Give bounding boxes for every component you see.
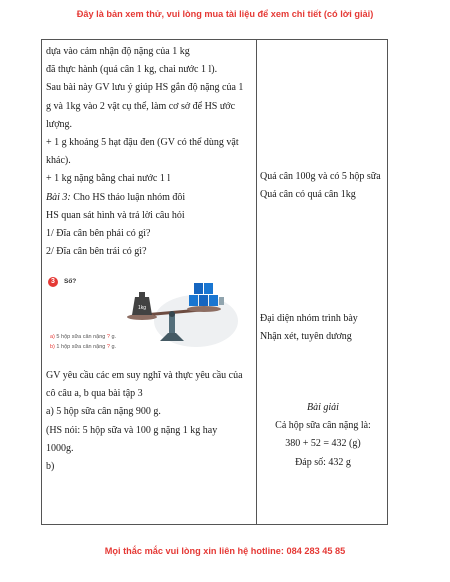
preview-notice-banner: Đây là bản xem thử, vui lòng mua tài liệu để xem chi tiết (có lời giải) bbox=[76, 9, 374, 19]
text-line: + 1 kg nặng bằng chai nước 1 l bbox=[46, 173, 171, 185]
solution-title: Bài giải bbox=[307, 402, 339, 413]
text-line: a) 5 hộp sữa cân nặng 900 g. bbox=[46, 406, 161, 418]
text-line: dựa vào cảm nhận độ nặng của 1 kg bbox=[46, 46, 190, 57]
left-column-bottom bbox=[46, 367, 252, 476]
text-line: Quả cân có quả cân 1kg bbox=[260, 189, 356, 201]
option-b-text: 1 hộp sữa cân nặng bbox=[56, 344, 106, 350]
text-line: HS quan sát hình và trả lời câu hỏi bbox=[46, 209, 185, 221]
text-line: Đại diện nhóm trình bày bbox=[260, 313, 358, 324]
exercise-question: Số? bbox=[64, 278, 77, 285]
text-line: Nhận xét, tuyên dương bbox=[260, 331, 352, 343]
text-line: + 1 g khoảng 5 hạt đậu đen (GV có thể dùng vật bbox=[46, 137, 239, 149]
text-line: 2/ Đĩa cân bên trái có gì? bbox=[46, 246, 147, 258]
left-column-top bbox=[46, 43, 252, 261]
text-line: khác). bbox=[46, 155, 71, 167]
bai3-heading-line bbox=[46, 189, 252, 207]
exercise-image bbox=[46, 273, 252, 355]
balance-scale-illustration bbox=[96, 275, 246, 347]
hotline-banner: Mọi thắc mắc vui lòng xin liên hệ hotline: 084 283 45 85 bbox=[104, 546, 346, 556]
option-b-unit: g. bbox=[111, 344, 117, 350]
text-line: lượng. bbox=[46, 118, 72, 130]
bai3-intro: Cho HS thảo luận nhóm đôi bbox=[73, 191, 186, 203]
option-a-unit: g. bbox=[111, 334, 117, 340]
exercise-option-b: b) 1 hộp sữa cân nặng ? g. bbox=[50, 344, 117, 350]
text-line: Sau bài này GV lưu ý giúp HS gắn độ nặng của 1 bbox=[46, 82, 244, 94]
option-a-prefix: a) bbox=[50, 334, 55, 340]
option-b-prefix: b) bbox=[50, 344, 55, 350]
right-column-answers bbox=[260, 168, 386, 204]
solution-line: Cả hộp sữa cân nặng là: bbox=[275, 420, 371, 432]
text-line: 1000g. bbox=[46, 442, 74, 454]
text-line: GV yêu cầu các em suy nghĩ và thực yêu cầu của bbox=[46, 370, 243, 381]
column-divider bbox=[256, 40, 257, 524]
bai3-heading: Bài 3: bbox=[46, 191, 71, 203]
exercise-number-badge: 3 bbox=[48, 277, 58, 287]
text-line: g và 1kg vào 2 vật cụ thể, làm cơ sở để HS ước bbox=[46, 100, 236, 112]
text-line: cô câu a, b qua bài tập 3 bbox=[46, 388, 143, 400]
right-column-presentation bbox=[260, 310, 386, 346]
option-a-text: 5 hộp sữa cân nặng bbox=[56, 334, 106, 340]
text-line: Quả cân 100g và có 5 hộp sữa bbox=[260, 171, 381, 182]
solution-line: 380 + 52 = 432 (g) bbox=[285, 438, 361, 450]
solution-line: Đáp số: 432 g bbox=[295, 456, 351, 468]
text-line: (HS nói: 5 hộp sữa và 100 g nặng 1 kg hay bbox=[46, 424, 218, 436]
text-line: b) bbox=[46, 461, 55, 473]
weight-label: 1kg bbox=[137, 305, 147, 311]
solution-block bbox=[260, 399, 386, 472]
text-line: 1/ Đĩa cân bên phải có gì? bbox=[46, 228, 151, 240]
exercise-option-a: a) 5 hộp sữa cân nặng ? g. bbox=[50, 334, 117, 340]
text-line: đã thực hành (quả cân 1 kg, chai nước 1 l). bbox=[46, 64, 218, 76]
lesson-table bbox=[41, 39, 388, 525]
